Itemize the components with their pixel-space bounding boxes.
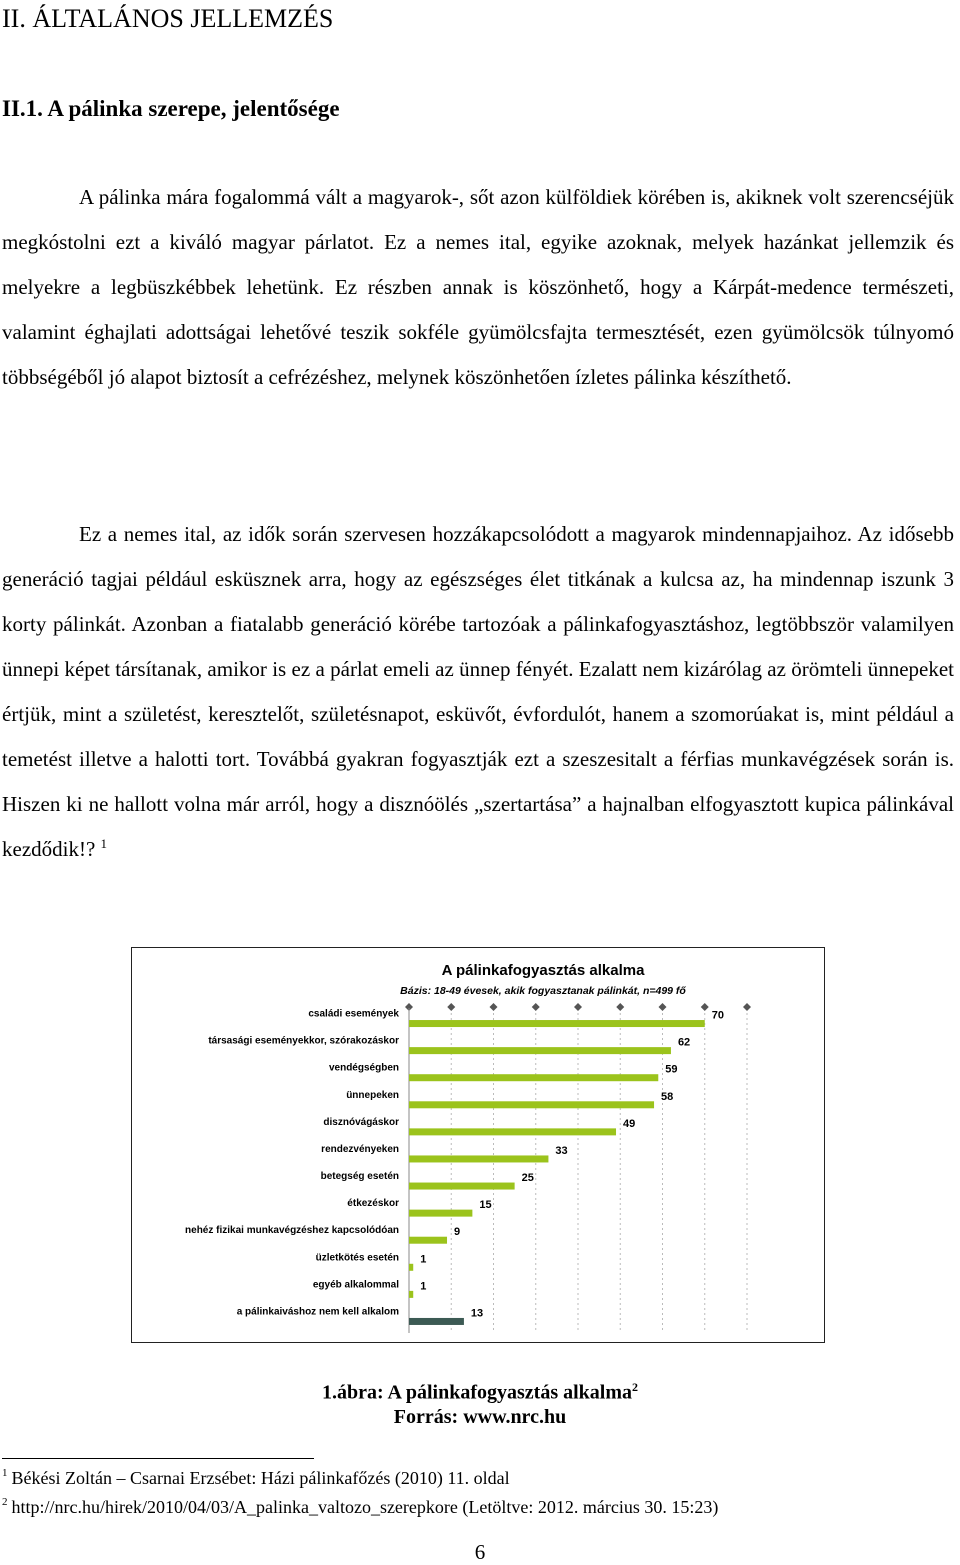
figure-caption [0, 1380, 960, 1405]
paragraph-2-text: Ez a nemes ital, az idők során szervesen hozzákapcsolódott a magyarok mindennapjaihoz. Az idősebb generáció tagjai például esküsznek arra, hogy az egészséges élet titkának a kulcsa az, ha mindennap iszunk 3 korty pálinkát. Azonban a fiatalabb generáció körébe tartozóak a pálinkafogyasztáshoz, legtöbbször valamilyen ünnepi képet társítanak, amikor is ez a párlat emeli az ünnep fényét. Ezalatt nem kizárólag az örömteli ünnepeket értjük, mint a születést, keresztelőt, születésnapot, esküvőt, évfordulót, hanem a szomorúakat is, mint például a temetést illetve a halotti tort. Továbbá gyakran fogyasztják ezt a szeszesitalt a férfias munkavégzések során is. Hiszen ki ne hallott volna már arról, hogy a disznóölés „szertartása” a hajnalban elfogyasztott kupica pálinkával kezdődik!? [2, 522, 954, 861]
footnote-ref-2[interactable]: 2 [632, 1380, 639, 1394]
data-label: 1 [420, 1280, 427, 1293]
category-label: betegség esetén [320, 1171, 399, 1183]
footnote-ref-1[interactable]: 1 [100, 836, 108, 851]
bar [409, 1074, 658, 1081]
gridline-marker [743, 1003, 751, 1011]
category-label: családi események [308, 1008, 399, 1020]
category-label: nehéz fizikai munkavégzéshez kapcsolódóan [185, 1225, 399, 1237]
gridline-marker [616, 1003, 624, 1011]
bar [409, 1101, 654, 1108]
bar [409, 1128, 616, 1135]
section-heading: II.1. A pálinka szerepe, jelentősége [2, 96, 340, 121]
bar [409, 1318, 464, 1325]
chart-subtitle: Bázis: 18-49 évesek, akik fogyasztanak pálinkát, n=499 fő [400, 985, 686, 997]
bar [409, 1291, 413, 1298]
data-label: 70 [711, 1009, 724, 1022]
gridline-marker [532, 1003, 540, 1011]
page-number: 6 [474, 1540, 486, 1564]
bar [409, 1210, 472, 1217]
category-label: disznóvágáskor [323, 1116, 399, 1128]
gridline-marker [574, 1003, 582, 1011]
chart-canvas [132, 948, 824, 1342]
footnote-2-number: 2 [2, 1496, 8, 1508]
data-label: 49 [623, 1117, 636, 1130]
footnote-2 [2, 1496, 718, 1518]
data-label: 58 [661, 1090, 674, 1103]
bar [409, 1020, 705, 1027]
data-label: 33 [555, 1144, 568, 1157]
bar [409, 1183, 515, 1190]
footnote-2-text: http://nrc.hu/hirek/2010/04/03/A_palinka_valtozo_szerepkore (Letöltve: 2012. március 30. 15:23) [11, 1497, 719, 1517]
gridline-marker [490, 1003, 498, 1011]
chart-title: A pálinkafogyasztás alkalma [441, 962, 645, 979]
data-label: 13 [470, 1307, 484, 1320]
gridline-marker [701, 1003, 709, 1011]
footnote-1-number: 1 [2, 1467, 8, 1479]
bar [409, 1264, 413, 1271]
gridline-marker [659, 1003, 667, 1011]
footnote-1 [2, 1467, 510, 1489]
bar-chart [131, 947, 825, 1343]
category-label: rendezvényeken [321, 1143, 399, 1155]
figure-caption-text: 1.ábra: A pálinkafogyasztás alkalma [321, 1381, 633, 1404]
data-label: 1 [420, 1253, 427, 1266]
category-label: ünnepeken [346, 1089, 399, 1101]
bar [409, 1155, 548, 1162]
paragraph-1-text: A pálinka mára fogalommá vált a magyarok-, sőt azon külföldiek körében is, akiknek volt szerencséjük megkóstolni ezt a kiváló magyar párlatot. Ez a nemes ital, egyike azoknak, melyek hazánkat jellemzik és melyekre a legbüszkébbek lehetünk. Ez részben annak is köszönhető, hogy a Kárpát-medence természeti, valamint éghajlati adottságai lehetővé teszik sokféle gyümölcsfajta termesztését, ezen gyümölcsök túlnyomó többségéből jó alapot biztosít a cefrézéshez, melynek köszönhetően ízletes pálinka készíthető. [2, 185, 954, 389]
footnote-1-text: Békési Zoltán – Csarnai Erzsébet: Házi pálinkafőzés (2010) 11. oldal [11, 1468, 510, 1488]
paragraph-2 [2, 512, 954, 872]
footnote-separator [2, 1458, 314, 1459]
paragraph-1 [2, 175, 954, 400]
data-label: 25 [521, 1172, 534, 1185]
bar [409, 1047, 671, 1054]
bar [409, 1237, 447, 1244]
data-label: 9 [454, 1226, 461, 1239]
data-label: 15 [479, 1199, 492, 1212]
category-label: egyéb alkalommal [312, 1279, 399, 1291]
data-label: 59 [665, 1063, 678, 1076]
category-label: a pálinkaiváshoz nem kell alkalom [236, 1306, 399, 1318]
category-label: társasági eseményekkor, szórakozáskor [208, 1035, 399, 1047]
category-label: vendégségben [328, 1062, 399, 1074]
chapter-heading: II. ÁLTALÁNOS JELLEMZÉS [2, 4, 334, 33]
data-label: 62 [677, 1036, 691, 1049]
figure-source: Forrás: www.nrc.hu [393, 1406, 567, 1428]
category-label: étkezéskor [347, 1198, 399, 1210]
gridline-marker [447, 1003, 455, 1011]
category-label: üzletkötés esetén [315, 1252, 399, 1264]
